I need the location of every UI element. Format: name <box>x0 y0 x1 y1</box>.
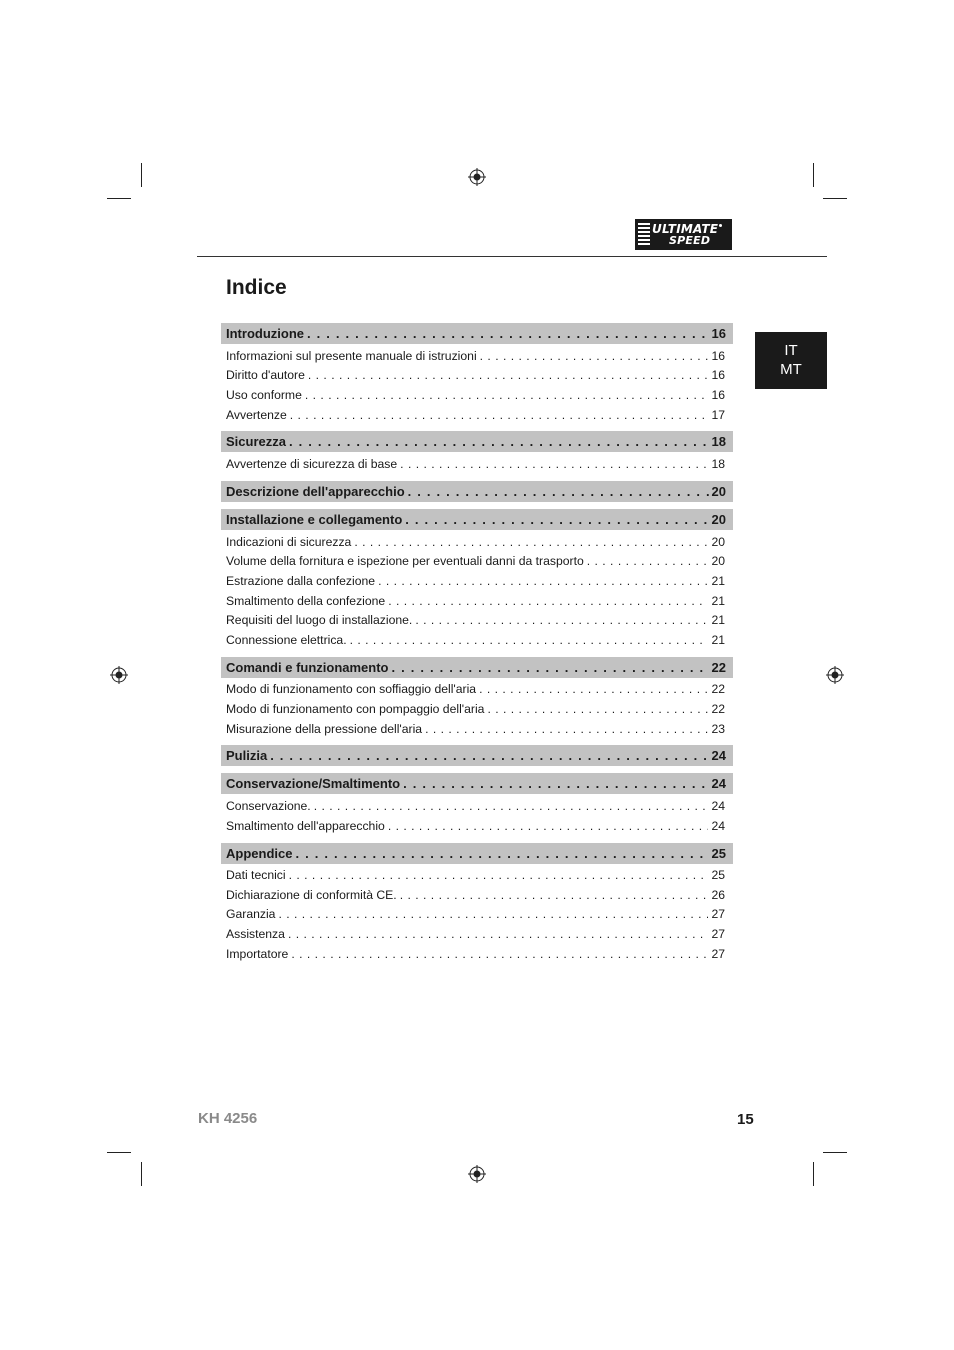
section-page: 18 <box>711 434 726 450</box>
dot-leader <box>388 594 708 608</box>
dot-leader <box>388 819 709 833</box>
toc-entry[interactable] <box>221 699 733 719</box>
entry-page: 16 <box>711 348 725 363</box>
dot-leader <box>487 702 708 716</box>
entry-title: Conservazione. <box>226 799 311 814</box>
entry-title: Avvertenze di sicurezza di base <box>226 457 398 472</box>
dot-leader <box>405 512 708 527</box>
toc-entry[interactable] <box>221 591 733 611</box>
section-title: Comandi e funzionamento <box>226 659 389 675</box>
entry-page: 26 <box>711 887 725 902</box>
entry-page: 16 <box>711 387 725 402</box>
toc-section-pulizia <box>221 745 733 766</box>
toc-section-heading[interactable] <box>221 509 733 530</box>
dot-leader <box>408 484 709 499</box>
dot-leader <box>308 368 709 382</box>
dot-leader <box>354 535 708 549</box>
toc-section-heading[interactable] <box>221 745 733 766</box>
toc-section-heading[interactable] <box>221 773 733 794</box>
entry-page: 23 <box>711 721 725 736</box>
dot-leader <box>305 388 709 402</box>
dot-leader <box>314 799 709 813</box>
toc-entry[interactable] <box>221 630 733 650</box>
section-title: Descrizione dell'apparecchio <box>226 483 405 499</box>
toc-entry[interactable] <box>221 924 733 944</box>
toc-section-heading[interactable] <box>221 657 733 678</box>
section-page: 16 <box>711 326 726 341</box>
model-number: KH 4256 <box>198 1110 258 1127</box>
section-page: 20 <box>711 483 726 499</box>
entry-title: Informazioni sul presente manuale di istruzioni <box>226 348 477 363</box>
toc-entry[interactable] <box>221 944 733 964</box>
entry-title: Importatore <box>226 946 289 961</box>
toc-section-heading[interactable] <box>221 323 733 344</box>
brand-line-1: ULTIMATE <box>652 222 719 236</box>
dot-leader <box>289 434 709 449</box>
crop-mark <box>823 198 847 199</box>
entry-page: 24 <box>711 799 725 814</box>
entry-title: Garanzia <box>226 907 276 922</box>
entry-page: 21 <box>711 573 725 588</box>
dot-leader <box>480 349 709 363</box>
entry-page: 22 <box>711 682 725 697</box>
entry-title: Modo di funzionamento con pompaggio dell'aria <box>226 701 485 716</box>
entry-page: 16 <box>711 368 725 383</box>
toc-entry[interactable] <box>221 405 733 425</box>
toc-section-conservazione <box>221 773 733 835</box>
brand-logo <box>635 219 732 250</box>
toc-entry[interactable] <box>221 796 733 816</box>
toc-section-sicurezza <box>221 431 733 474</box>
entry-page: 21 <box>711 632 725 647</box>
section-page: 25 <box>711 845 726 861</box>
dot-leader <box>479 682 708 696</box>
section-title: Introduzione <box>226 326 304 341</box>
section-title: Appendice <box>226 845 293 861</box>
logo-stripes-icon <box>638 223 650 246</box>
dot-leader <box>425 722 708 736</box>
toc-entry[interactable] <box>221 552 733 572</box>
toc-section-installazione <box>221 509 733 650</box>
entry-page: 22 <box>711 701 725 716</box>
crop-mark <box>141 1162 142 1186</box>
registration-mark-icon <box>468 168 486 186</box>
toc-section-heading[interactable] <box>221 843 733 864</box>
dot-leader <box>350 633 709 647</box>
toc-entry[interactable] <box>221 366 733 386</box>
entry-title: Avvertenze <box>226 407 287 422</box>
dot-leader <box>289 868 709 882</box>
entry-title: Modo di funzionamento con soffiaggio dell'aria <box>226 682 477 697</box>
dot-leader <box>288 927 709 941</box>
dot-leader <box>400 888 709 902</box>
section-title: Conservazione/Smaltimento <box>226 776 401 792</box>
dot-leader <box>295 846 708 861</box>
dot-leader <box>378 574 708 588</box>
toc-entry[interactable] <box>221 816 733 836</box>
toc-entry[interactable] <box>221 571 733 591</box>
toc-entry[interactable] <box>221 385 733 405</box>
toc-entry[interactable] <box>221 680 733 700</box>
entry-title: Assistenza <box>226 927 285 942</box>
toc-entry[interactable] <box>221 532 733 552</box>
toc-entry[interactable] <box>221 905 733 925</box>
toc-section-appendice <box>221 843 733 964</box>
toc-section-heading[interactable] <box>221 481 733 502</box>
dot-leader <box>307 326 709 341</box>
registration-mark-icon <box>110 666 128 684</box>
dot-leader <box>415 613 708 627</box>
dot-leader <box>400 457 708 471</box>
dot-leader <box>587 554 709 568</box>
entry-title: Smaltimento della confezione <box>226 593 386 608</box>
entry-title: Dichiarazione di conformità CE. <box>226 887 397 902</box>
dot-leader <box>291 947 708 961</box>
header-rule <box>197 256 827 257</box>
crop-mark <box>107 1152 131 1153</box>
toc-section-introduzione <box>221 323 733 424</box>
section-page: 24 <box>711 748 726 764</box>
dot-leader <box>278 907 708 921</box>
dot-leader <box>270 748 708 763</box>
crop-mark <box>107 198 131 199</box>
language-code-mt: MT <box>780 361 802 378</box>
entry-title: Smaltimento dell'apparecchio <box>226 818 385 833</box>
section-title: Pulizia <box>226 748 268 764</box>
registration-mark-icon <box>468 1165 486 1183</box>
crop-mark <box>813 163 814 187</box>
entry-page: 27 <box>711 946 725 961</box>
dot-leader <box>403 776 708 791</box>
entry-title: Indicazioni di sicurezza <box>226 534 352 549</box>
section-page: 22 <box>711 659 726 675</box>
section-title: Sicurezza <box>226 434 286 450</box>
entry-page: 20 <box>711 554 725 569</box>
language-tab <box>755 332 827 389</box>
toc-entry[interactable] <box>221 719 733 739</box>
toc-entry[interactable] <box>221 610 733 630</box>
page-number: 15 <box>737 1111 754 1128</box>
section-page: 24 <box>711 776 726 792</box>
toc-section-heading[interactable] <box>221 431 733 452</box>
entry-title: Requisiti del luogo di installazione. <box>226 613 413 628</box>
page-title: Indice <box>226 276 287 299</box>
entry-page: 24 <box>711 818 725 833</box>
entry-page: 17 <box>711 407 725 422</box>
entry-title: Connessione elettrica. <box>226 632 347 647</box>
toc-section-descrizione <box>221 481 733 502</box>
entry-page: 27 <box>711 907 725 922</box>
entry-title: Misurazione della pressione dell'aria <box>226 721 423 736</box>
entry-title: Volume della fornitura e ispezione per eventuali danni da trasporto <box>226 554 584 569</box>
crop-mark <box>813 1162 814 1186</box>
toc-entry[interactable] <box>221 454 733 474</box>
language-code-it: IT <box>784 342 798 359</box>
entry-title: Dati tecnici <box>226 868 286 883</box>
section-title: Installazione e collegamento <box>226 511 403 527</box>
entry-page: 18 <box>711 457 725 472</box>
entry-page: 27 <box>711 927 725 942</box>
toc-entry[interactable] <box>221 866 733 886</box>
logo-dot-icon <box>719 224 722 227</box>
toc-entry[interactable] <box>221 346 733 366</box>
registration-mark-icon <box>826 666 844 684</box>
entry-title: Estrazione dalla confezione <box>226 573 376 588</box>
entry-page: 25 <box>711 868 725 883</box>
dot-leader <box>392 660 709 675</box>
entry-title: Diritto d'autore <box>226 368 305 383</box>
crop-mark <box>141 163 142 187</box>
brand-line-2: SPEED <box>669 234 711 247</box>
section-page: 20 <box>711 511 726 527</box>
toc-section-comandi <box>221 657 733 739</box>
dot-leader <box>290 408 709 422</box>
toc-entry[interactable] <box>221 885 733 905</box>
entry-title: Uso conforme <box>226 387 302 402</box>
entry-page: 20 <box>711 534 725 549</box>
entry-page: 21 <box>711 613 725 628</box>
crop-mark <box>823 1152 847 1153</box>
entry-page: 21 <box>711 593 725 608</box>
table-of-contents <box>221 323 733 970</box>
